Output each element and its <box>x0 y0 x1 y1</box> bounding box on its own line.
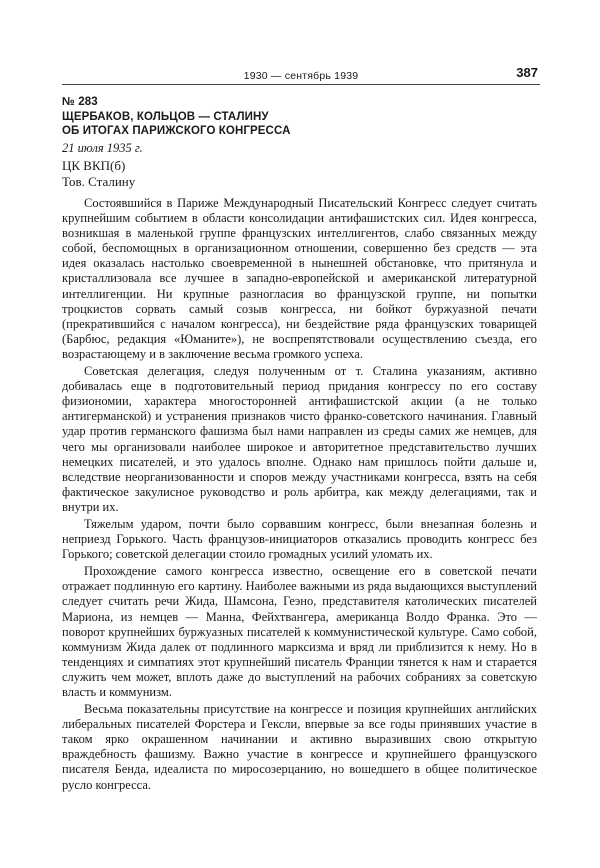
page-number: 387 <box>516 65 538 80</box>
document-title-line-2: ОБ ИТОГАХ ПАРИЖСКОГО КОНГРЕССА <box>62 125 291 137</box>
document-number: № 283 <box>62 96 98 108</box>
paragraph: Тяжелым ударом, почти было сорвавшим конгресс, были внезапная болезнь и неприезд Горького. Часть французов-инициаторов отказались проводить конгресс без Горького; советской делегации стоило громадных усилий уломать их. <box>62 516 537 562</box>
document-body <box>62 196 537 795</box>
document-date: 21 июля 1935 г. <box>62 141 143 155</box>
addressee-person: Тов. Сталину <box>62 174 136 189</box>
document-title-line-1: ЩЕРБАКОВ, КОЛЬЦОВ — СТАЛИНУ <box>62 110 269 123</box>
addressee-organization: ЦК ВКП(б) <box>62 158 126 173</box>
paragraph: Прохождение самого конгресса известно, освещение его в советской печати отражает подлинную его картину. Наиболее важными из ряда выдающихся выступлений следует считать речи Жида, Шамсона, Геэно, представителя католических писателей Мариона, из немцев — Манна, Фейхтвангера, американца Волдо Франка. Это — поворот крупнейших буржуазных писателей к коммунистической культуре. Само собой, коммунизм Жида далек от подлинного марксизма и вряд ли приблизится к нему. Но в тенденциях и симпатиях этот крупнейший писатель Франции тянется к нам и старается служить чем может, вплоть даже до выступлений на рабочих собраниях за советскую власть и коммунизм. <box>62 564 537 699</box>
header-date-range: 1930 — сентябрь 1939 <box>243 70 359 82</box>
document-heading <box>62 95 532 139</box>
paragraph: Советская делегация, следуя полученным от т. Сталина указаниям, активно добивалась еще в подготовительный период придания конгрессу по его составу физиономии, характера многосторонней антифашистской акции (а не только антигерманской) и устранения признаков чисто франко-советского начинания. Главный удар против германского фашизма был нами направлен из среды самих же немцев, для чего мы организовали наиболее широкое и авторитетное представительство лучших немецких писателей, и это удалось вполне. Однако нам пришлось пойти дальше и, вследствие неорганизованности и споров между участниками конгресса, взять на себя фактическое закулисное руководство и роль арбитра, как между делегациями, так и внутри их. <box>62 364 537 514</box>
addressee-block <box>62 158 135 190</box>
running-header <box>62 60 540 85</box>
paragraph: Состоявшийся в Париже Международный Писательский Конгресс следует считать крупнейшим событием в области консолидации антифашистских сил. Идея конгресса, возникшая в маленькой группе французских интеллигентов, слабо связанных между собой, беспомощных в организационном отношении, совершенно без средств — эта идея оказалась настолько своевременной в нынешней обстановке, что притянула и кристаллизовала все лучшее в западно-европейской и американской литературной интеллигенции. Ни крупные разногласия во французской группе, ни попытки троцкистов сорвать самый созыв конгресса, ни бойкот буржуазной печати (прекратившийся с началом конгресса), ни бездействие ряда французских товарищей (Барбюс, редакция «Юманите»), не воспрепятствовали осуществлению съезда, его возрастающему и в заключение весьма громкого успеха. <box>62 196 537 361</box>
paragraph: Весьма показательны присутствие на конгрессе и позиция крупнейших английских либеральных писателей Форстера и Гексли, впервые за все годы принявших участие в таком ярко окрашенном начинании и активно выразивших свою открытую враждебность фашизму. Важно участие в конгрессе и крупнейшего французского писателя Бенда, идеалиста по миросозерцанию, но вошедшего в общее политическое русло конгресса. <box>62 702 537 792</box>
